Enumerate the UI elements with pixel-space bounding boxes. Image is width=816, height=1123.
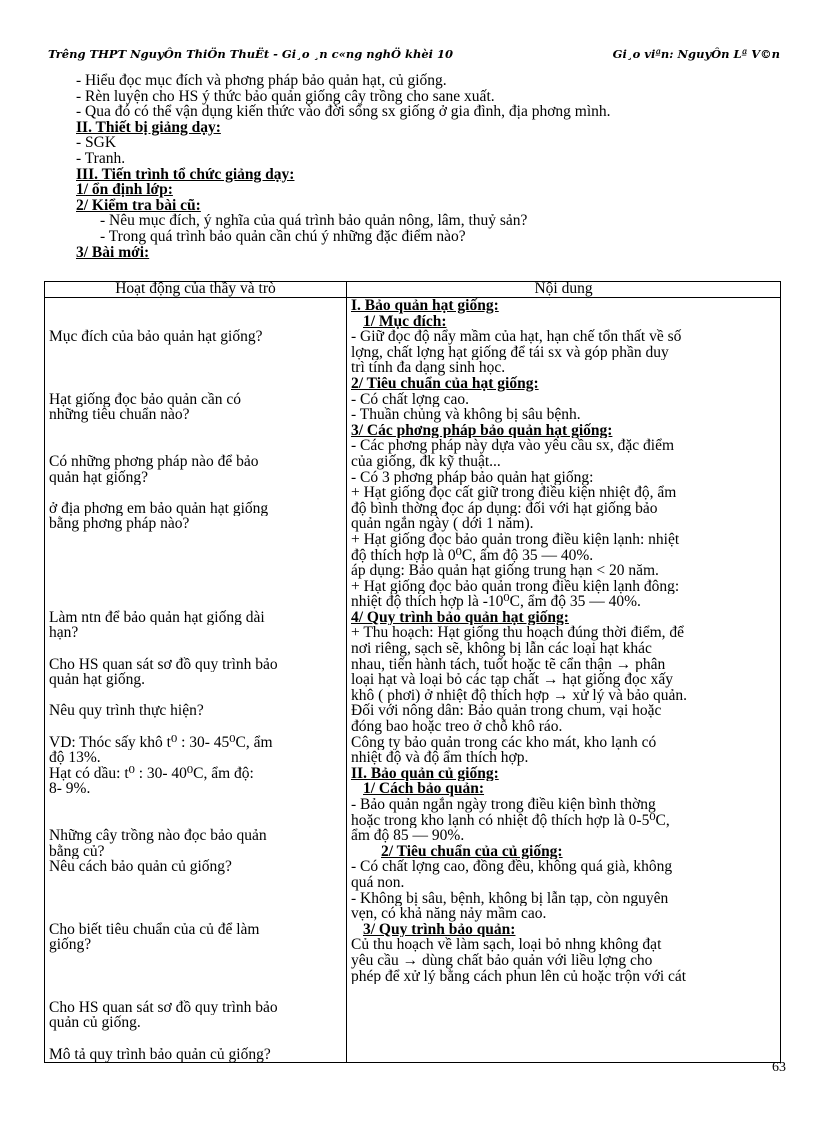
activity-line	[49, 548, 342, 564]
activity-line: Hạt có dầu: t⁰ : 30- 40⁰C, ẩm độ:	[49, 765, 254, 782]
activity-line	[49, 984, 342, 1000]
activity-line	[49, 360, 342, 376]
activity-line: giống?	[49, 937, 92, 953]
table-header-row	[45, 282, 781, 298]
review-question-1: - Nêu mục đích, ý nghĩa của quá trình bảo quản nông, lâm, thuỷ sản?	[100, 212, 528, 230]
column-header-activities: Hoạt động của thầy và trò	[45, 282, 347, 298]
content-line: áp dụng: Bảo quản hạt giống trung hạn < 20 năm.	[351, 563, 659, 579]
header-school-title: Trêng THPT NguyÔn ThiÖn ThuËt - Gi¸o ¸n c«ng nghÖ khèi 10	[48, 47, 454, 61]
activity-line	[49, 969, 342, 985]
activity-line	[49, 563, 342, 579]
content-heading: 1/ Mục đích:	[363, 313, 447, 330]
activity-line: VD: Thóc sấy khô t⁰ : 30- 45⁰C, ẩm	[49, 734, 273, 751]
activity-line	[49, 875, 342, 891]
activity-line: Làm ntn để bảo quản hạt giống dài	[49, 609, 265, 626]
content-heading: 2/ Tiêu chuẩn của hạt giống:	[351, 375, 539, 392]
content-line: - Có chất lợng cao.	[351, 391, 469, 408]
content-line: - Các phơng pháp này dựa vào yêu cầu sx, đặc điểm	[351, 438, 675, 454]
content-line: hoặc trong kho lạnh có nhiệt độ thích hợp là 0-5⁰C,	[351, 812, 670, 829]
content-line: độ bình thờng đọc áp dụng: đối với hạt giống bảo	[351, 500, 658, 517]
review-question-2: - Trong quá trình bảo quản cần chú ý những đặc điểm nào?	[100, 227, 466, 245]
activity-line	[49, 1031, 342, 1047]
activity-line: Nêu quy trình thực hiện?	[49, 703, 204, 720]
objective-2: - Rèn luyện cho HS ý thức bảo quản giống cây trồng cho sane xuất.	[76, 87, 495, 105]
page-number: 63	[772, 1060, 786, 1075]
content-line: + Hạt giống đọc cất giữ trong điều kiện nhiệt độ, ẩm	[351, 485, 677, 501]
content-line: ẩm độ 85 — 90%.	[351, 828, 465, 844]
content-line: + Hạt giống đọc bảo quản trong điều kiện lạnh đông:	[351, 578, 680, 595]
activity-line: ở địa phơng em bảo quản hạt giống	[49, 500, 269, 517]
content-line: độ thích hợp là 0⁰C, ẩm độ 35 — 40%.	[351, 547, 594, 564]
step-3-heading: 3/ Bài mới:	[76, 243, 150, 261]
activity-line	[49, 641, 342, 657]
activity-line	[49, 423, 342, 439]
content-heading: II. Bảo quản củ giống:	[351, 765, 499, 782]
content-line: Đối với nông dân: Bảo quản trong chum, vại hoặc	[351, 703, 662, 720]
activity-line: quản hạt giống.	[49, 672, 145, 688]
activity-line: Những cây trồng nào đọc bảo quản	[49, 828, 267, 844]
content-heading: 3/ Quy trình bảo quản:	[363, 921, 516, 938]
lesson-intro	[76, 73, 780, 260]
activity-line	[49, 485, 342, 501]
activity-line: Mục đích của bảo quản hạt giống?	[49, 329, 263, 345]
activity-line	[49, 719, 342, 735]
activity-line: bằng củ?	[49, 843, 105, 860]
activity-line	[49, 906, 342, 922]
content-line: - Không bị sâu, bệnh, không bị lẫn tạp, còn nguyên	[351, 890, 669, 907]
content-line: Công ty bảo quản trong các kho mát, kho lạnh có	[351, 734, 657, 751]
activity-line	[49, 298, 342, 314]
content-line: + Thu hoạch: Hạt giống thu hoạch đúng thời điểm, để	[351, 625, 685, 642]
activity-line: 8- 9%.	[49, 781, 91, 797]
lesson-table	[44, 281, 781, 1063]
content-heading: 4/ Quy trình bảo quản hạt giống:	[351, 609, 569, 626]
teacher-student-activities	[45, 298, 347, 1063]
content-line: + Hạt giống đọc bảo quản trong điều kiện lạnh: nhiệt	[351, 531, 680, 548]
activity-line	[49, 532, 342, 548]
content-line: nơi riêng, sạch sẽ, không bị lẫn các loại hạt khác	[351, 641, 652, 657]
content-line: quá non.	[351, 874, 405, 891]
activity-line	[49, 376, 342, 392]
step-1-heading: 1/ ổn định lớp:	[76, 181, 173, 199]
activity-line: Mô tả quy trình bảo quản củ giống?	[49, 1046, 271, 1063]
activity-line: Hạt giống đọc bảo quản cần có	[49, 391, 241, 408]
activity-line: quản hạt giống?	[49, 469, 149, 486]
activity-line	[49, 438, 342, 454]
content-heading: 3/ Các phơng pháp bảo quản hạt giống:	[351, 422, 613, 439]
activity-line	[49, 953, 342, 969]
activity-line	[49, 891, 342, 907]
activity-line: Nêu cách bảo quản củ giống?	[49, 859, 232, 875]
lesson-content	[347, 298, 781, 1063]
step-2-heading: 2/ Kiểm tra bài cũ:	[76, 196, 201, 214]
content-line: - Bảo quản ngắn ngày trong điều kiện bình thờng	[351, 797, 656, 813]
content-line: nhiệt độ và độ ẩm thích hợp.	[351, 750, 529, 766]
content-heading: 1/ Cách bảo quản:	[363, 781, 485, 797]
activity-line	[49, 345, 342, 361]
equipment-item-2: - Tranh.	[76, 149, 126, 167]
content-heading: I. Bảo quản hạt giống:	[351, 298, 499, 314]
activity-line	[49, 579, 342, 595]
content-line: quản ngắn ngày ( dới 1 năm).	[351, 516, 534, 532]
section-process-heading: III. Tiến trình tổ chức giảng dạy:	[76, 165, 295, 183]
activity-line: Cho biết tiêu chuẩn của củ để làm	[49, 921, 260, 938]
activity-line: hạn?	[49, 625, 79, 642]
activity-line	[49, 813, 342, 829]
content-line: - Giữ đọc độ nẩy mầm của hạt, hạn chế tổn thất về số	[351, 329, 682, 345]
table-body-row	[45, 298, 781, 1063]
content-line: yêu cầu → dùng chất bảo quản với liều lợng cho	[351, 952, 653, 969]
content-line: loại hạt và loại bỏ các tạp chất → hạt giống đọc xấy	[351, 672, 673, 688]
activity-line: Cho HS quan sát sơ đồ quy trình bảo	[49, 656, 278, 673]
activity-line	[49, 594, 342, 610]
content-line: của giống, đk kỹ thuật...	[351, 453, 501, 470]
activity-line: quản củ giống.	[49, 1015, 141, 1031]
content-line: Củ thu hoạch về làm sạch, loại bỏ nhng không đạt	[351, 937, 662, 953]
column-header-content: Nội dung	[347, 282, 781, 298]
objective-3: - Qua đó có thể vận dụng kiến thức vào đời sống sx giống ở gia đình, địa phơng mình.	[76, 103, 611, 121]
activity-line: bằng phơng pháp nào?	[49, 516, 190, 532]
activity-line: Có những phơng pháp nào để bảo	[49, 453, 259, 470]
content-line: - Có 3 phơng pháp bảo quản hạt giống:	[351, 469, 594, 486]
content-line: phép để xử lý bằng cách phun lên củ hoặc trộn với cát	[351, 968, 687, 985]
content-line: nhiệt độ thích hợp là -10⁰C, ẩm độ 35 — 40%.	[351, 594, 641, 610]
content-line: - Có chất lợng cao, đồng đều, không quá già, không	[351, 859, 673, 875]
page-header	[48, 47, 780, 65]
section-equipment-heading: II. Thiết bị giảng dạy:	[76, 118, 221, 136]
activity-line	[49, 314, 342, 330]
content-line: đóng bao hoặc treo ở chỗ khô ráo.	[351, 719, 563, 735]
header-teacher-name: Gi¸o viªn: NguyÔn Lª V©n	[612, 47, 780, 61]
content-heading: 2/ Tiêu chuẩn của củ giống:	[381, 843, 563, 860]
content-line: vẹn, có khả năng nảy mầm cao.	[351, 906, 547, 922]
equipment-item-1: - SGK	[76, 134, 117, 152]
activity-line: độ 13%.	[49, 750, 101, 766]
activity-line	[49, 797, 342, 813]
objective-1: - Hiểu đọc mục đích và phơng pháp bảo quản hạt, củ giống.	[76, 72, 447, 89]
activity-line: những tiêu chuẩn nào?	[49, 407, 190, 423]
content-line: trì tính đa dạng sinh học.	[351, 360, 506, 376]
activity-line	[49, 688, 342, 704]
content-line: - Thuần chủng và không bị sâu bệnh.	[351, 407, 581, 423]
content-line: lợng, chất lợng hạt giống để tái sx và góp phần duy	[351, 344, 669, 361]
content-line: nhau, tiến hành tách, tuốt hoặc tẽ cẩn thận → phân	[351, 656, 666, 673]
content-line: khô ( phơi) ở nhiệt độ thích hợp → xử lý và bảo quản.	[351, 687, 688, 704]
activity-line: Cho HS quan sát sơ đồ quy trình bảo	[49, 999, 278, 1016]
